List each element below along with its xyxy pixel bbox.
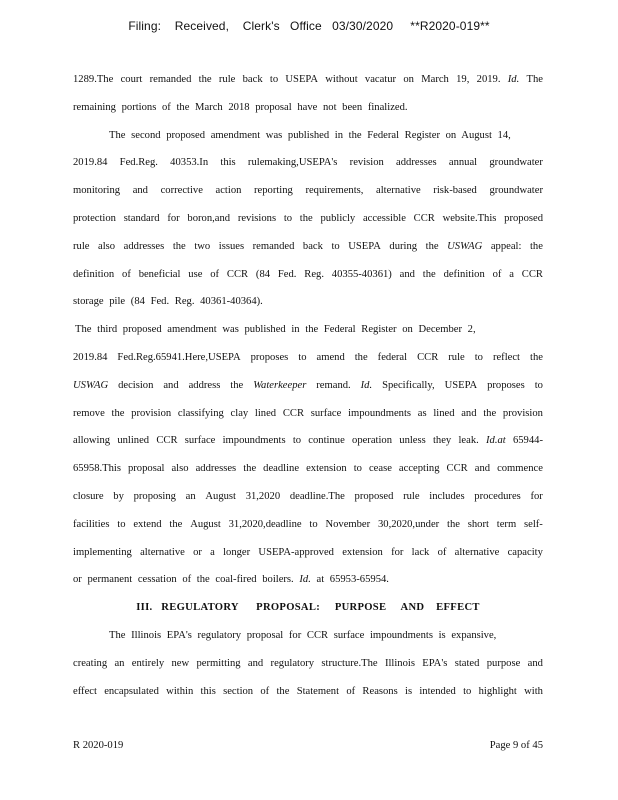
text-line: 1289.The court remanded the rule back to USEPA without vacatur on March 19, 2019. Id. The — [73, 74, 543, 85]
filing-header: Filing: Received, Clerk's Office 03/30/2020 **R2020-019** — [128, 19, 490, 33]
text-line: protection standard for boron,and revisions to the publicly accessible CCR website.This proposed — [73, 212, 543, 224]
text-line: or permanent cessation of the coal-fired boilers. Id. at 65953-65954. — [73, 574, 389, 586]
page-footer — [73, 740, 543, 751]
section-heading: III. REGULATORY PROPOSAL: PURPOSE AND EFFECT — [136, 602, 480, 614]
text-line: The second proposed amendment was published in the Federal Register on August 14, — [109, 129, 511, 141]
text-line: effect encapsulated within this section of the Statement of Reasons is intended to highlight with — [73, 685, 543, 697]
text-line: definition of beneficial use of CCR (84 Fed. Reg. 40355-40361) and the definition of a CCR — [73, 268, 543, 280]
text-line: USWAG decision and address the Waterkeeper remand. Id. Specifically, USEPA proposes to — [73, 379, 543, 391]
text-line: facilities to extend the August 31,2020,deadline to November 30,2020,under the short term self- — [73, 518, 543, 530]
text-line: creating an entirely new permitting and regulatory structure.The Illinois EPA's stated purpose and — [73, 657, 543, 669]
text-line: 2019.84 Fed.Reg. 40353.In this rulemaking,USEPA's revision addresses annual groundwater — [73, 157, 543, 169]
text-line: monitoring and corrective action reporting requirements, alternative risk-based groundwater — [73, 185, 543, 197]
document-body — [73, 72, 543, 711]
text-line: allowing unlined CCR surface impoundments to continue operation unless they leak. Id.at 65944- — [73, 435, 543, 447]
page-number: Page 9 of 45 — [489, 740, 543, 751]
text-line: remove the provision classifying clay lined CCR surface impoundments as lined and the provision — [73, 407, 543, 419]
text-line: closure by proposing an August 31,2020 deadline.The proposed rule includes procedures for — [73, 490, 543, 502]
text-line: The third proposed amendment was published in the Federal Register on December 2, — [75, 324, 476, 336]
text-line: storage pile (84 Fed. Reg. 40361-40364). — [73, 296, 263, 308]
text-line: 65958.This proposal also addresses the deadline extension to cease accepting CCR and commence — [73, 463, 543, 475]
text-line: remaining portions of the March 2018 proposal have not been finalized. — [73, 101, 408, 113]
docket-number: R 2020-019 — [73, 740, 124, 751]
text-line: implementing alternative or a longer USEPA-approved extension for lack of alternative capacity — [73, 546, 543, 558]
text-line: 2019.84 Fed.Reg.65941.Here,USEPA proposes to amend the federal CCR rule to reflect the — [73, 351, 543, 363]
text-line: The Illinois EPA's regulatory proposal for CCR surface impoundments is expansive, — [109, 629, 497, 641]
text-line: rule also addresses the two issues remanded back to USEPA during the USWAG appeal: the — [73, 240, 543, 252]
